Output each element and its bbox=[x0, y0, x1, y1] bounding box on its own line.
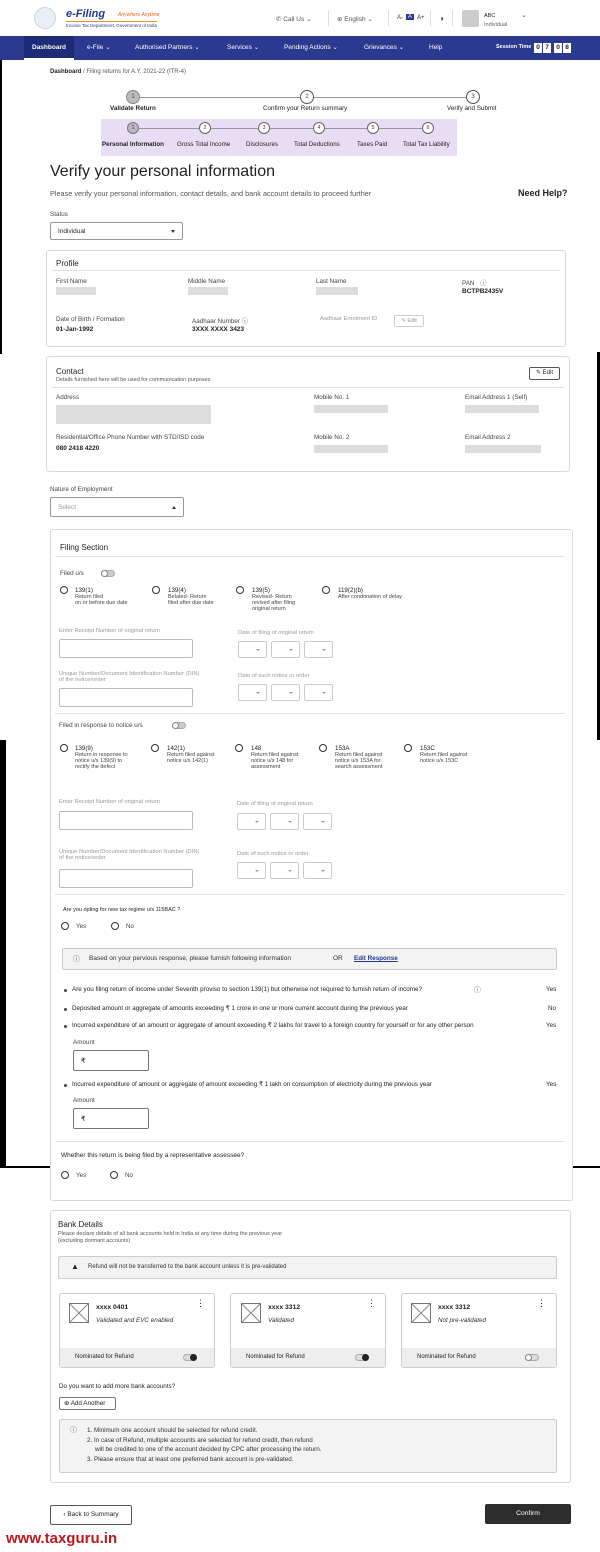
nominate-toggle[interactable] bbox=[183, 1354, 197, 1361]
divider bbox=[55, 556, 565, 557]
address-value bbox=[56, 405, 211, 424]
month-dropdown[interactable] bbox=[271, 641, 300, 658]
nav-services[interactable]: Services ⌄ bbox=[227, 44, 260, 51]
option-148[interactable]: 148 Return filed against notice u/s 148 for assessment bbox=[251, 745, 299, 770]
contrast-icon[interactable]: ◑ bbox=[439, 14, 444, 23]
warning-icon: ▲ bbox=[71, 1262, 79, 1271]
din-label: Unique Number/Document Identification Number (DIN) of the notice/order bbox=[59, 849, 200, 861]
substep-circle[interactable]: 6 bbox=[422, 122, 434, 134]
radio-139-9[interactable] bbox=[60, 744, 68, 752]
caret-down-icon bbox=[171, 230, 175, 233]
enrolment-edit-button[interactable]: ✎ Edit bbox=[394, 315, 424, 327]
email2-label: Email Address 2 bbox=[465, 434, 511, 441]
need-help-link[interactable]: Need Help? bbox=[518, 188, 568, 198]
option-153c[interactable]: 153C Return filed against notice u/s 153C bbox=[420, 745, 468, 764]
email1-value bbox=[465, 405, 539, 413]
divider bbox=[52, 387, 564, 388]
radio-153c[interactable] bbox=[404, 744, 412, 752]
bank-logo-placeholder-icon bbox=[241, 1303, 261, 1323]
emblem-logo-icon bbox=[34, 7, 56, 29]
receipt-number-input[interactable] bbox=[59, 811, 193, 830]
phone-label: Residential/Office Phone Number with STD/ISD code bbox=[56, 434, 205, 441]
question-text: Incurred expenditure of amount or aggregate of amount exceeding ₹ 1 lakh on consumption of electricity during the previous year bbox=[72, 1081, 432, 1088]
step-label: Validate Return bbox=[110, 105, 156, 112]
day-dropdown[interactable] bbox=[237, 813, 266, 830]
filed-us-label: Filed u/s bbox=[60, 570, 84, 577]
contact-edit-button[interactable]: ✎ Edit bbox=[529, 367, 560, 380]
phone-icon: ✆ bbox=[276, 16, 284, 23]
new-regime-question: Are you opting for new tax regime u/s 115BAC ? bbox=[63, 907, 181, 913]
middle-name-label: Middle Name bbox=[188, 278, 226, 285]
caret-down-icon bbox=[288, 821, 292, 823]
dob-value: 01-Jan-1992 bbox=[56, 326, 94, 333]
info-icon[interactable]: ⓘ bbox=[480, 280, 487, 287]
dob-label: Date of Birth / Formation bbox=[56, 316, 125, 323]
amount-input[interactable]: ₹ bbox=[73, 1050, 149, 1071]
divider bbox=[388, 10, 389, 26]
substep-circle[interactable]: 2 bbox=[199, 122, 211, 134]
substep-line bbox=[139, 128, 429, 129]
nominated-label: Nominated for Refund bbox=[417, 1354, 476, 1360]
receipt-number-label: Enter Receipt Number of original return bbox=[59, 628, 160, 634]
notice-label: Filed in response to notice u/s bbox=[59, 722, 143, 729]
nav-help[interactable]: Help bbox=[429, 44, 443, 51]
radio-rep-no[interactable] bbox=[110, 1171, 118, 1179]
logo-department: Income Tax Department, Government of India bbox=[66, 23, 157, 28]
rep-yes-label[interactable]: Yes bbox=[76, 1172, 87, 1179]
din-label: Unique Number/Document Identification Number (DIN) of the notice/order bbox=[59, 671, 200, 683]
account-number: xxxx 3312 bbox=[268, 1304, 301, 1311]
bank-details-note: Please declare details of all bank accounts held in India at any time during the previous year (excluding dormant accounts) bbox=[58, 1231, 283, 1244]
receipt-number-input[interactable] bbox=[59, 639, 193, 658]
account-status: Not pre-validated bbox=[438, 1317, 486, 1324]
bank-notes: 1. Minimum one account should be selected for refund credit. 2. In case of Refund, multiple accounts are selected for refund credit, then refund will be credited to one of the account decided by CPC after processing the return. 3. Please ensure that at least one preferred bank account is pre-validated. bbox=[87, 1427, 322, 1463]
logo-title[interactable]: e-Filing bbox=[66, 8, 106, 20]
nominate-toggle[interactable] bbox=[525, 1354, 539, 1361]
nav-grievances[interactable]: Grievances ⌄ bbox=[364, 44, 405, 51]
mobile2-value bbox=[314, 445, 388, 453]
year-dropdown[interactable] bbox=[303, 862, 332, 879]
question-text: Are you filing return of income under Seventh proviso to section 139(1) but otherwise not required to furnish return of income? bbox=[72, 986, 423, 993]
status-label: Status bbox=[50, 211, 68, 218]
toggle-knob bbox=[190, 1354, 197, 1361]
caret-down-icon bbox=[256, 692, 260, 694]
radio-rep-yes[interactable] bbox=[61, 1171, 69, 1179]
language-selector[interactable]: ⊕ English ⌄ bbox=[337, 16, 373, 23]
mobile1-value bbox=[314, 405, 388, 413]
nav-authorised-partners[interactable]: Authorised Partners ⌄ bbox=[135, 44, 200, 51]
din-input[interactable] bbox=[59, 688, 193, 707]
account-status: Validated bbox=[268, 1317, 295, 1324]
stepper-line bbox=[314, 97, 466, 98]
date-original-label: Date of filing of original return bbox=[237, 801, 313, 807]
caret-up-icon bbox=[172, 506, 176, 509]
toggle-knob bbox=[525, 1354, 532, 1361]
filed-us-toggle[interactable] bbox=[101, 570, 115, 577]
caret-down-icon bbox=[256, 649, 260, 651]
radio-142-1[interactable] bbox=[151, 744, 159, 752]
page-subtitle: Please verify your personal information, contact details, and bank account details to proceed further bbox=[50, 189, 372, 198]
day-dropdown[interactable] bbox=[238, 684, 267, 701]
option-139-4[interactable]: 139(4) Belated- Return filed after due date bbox=[168, 587, 214, 606]
radio-regime-no[interactable] bbox=[111, 922, 119, 930]
account-status: Validated and EVC enabled bbox=[96, 1317, 174, 1324]
day-dropdown[interactable] bbox=[237, 862, 266, 879]
option-139-5[interactable]: 139(5) Revised- Return revised after filing original return bbox=[252, 587, 296, 612]
pencil-icon: ✎ bbox=[401, 318, 408, 324]
substep-label[interactable]: Gross Total Income bbox=[177, 141, 231, 148]
radio-148[interactable] bbox=[235, 744, 243, 752]
caret-down-icon bbox=[255, 870, 259, 872]
chevron-down-icon[interactable]: ⌄ bbox=[521, 12, 527, 19]
substep-circle[interactable]: 4 bbox=[313, 122, 325, 134]
day-dropdown[interactable] bbox=[238, 641, 267, 658]
last-name-value bbox=[316, 287, 358, 295]
caret-down-icon bbox=[255, 821, 259, 823]
date-notice-label: Date of such notice or order bbox=[237, 851, 309, 857]
month-dropdown[interactable] bbox=[270, 813, 299, 830]
last-name-label: Last Name bbox=[316, 278, 347, 285]
amount-label: Amount bbox=[73, 1039, 95, 1046]
font-size-increase[interactable]: A+ bbox=[417, 15, 425, 21]
substep-circle[interactable]: 3 bbox=[258, 122, 270, 134]
first-name-value bbox=[56, 287, 96, 295]
employment-select[interactable]: Select bbox=[50, 497, 184, 517]
step-circle: 2 bbox=[300, 90, 314, 104]
session-time-label: Session Time bbox=[496, 44, 532, 50]
screenshot-seam bbox=[0, 60, 2, 354]
amount-label: Amount bbox=[73, 1097, 95, 1104]
radio-153a[interactable] bbox=[319, 744, 327, 752]
caret-down-icon bbox=[322, 692, 326, 694]
more-options-icon[interactable]: ⋮ bbox=[537, 1298, 546, 1308]
divider bbox=[430, 10, 431, 26]
din-input[interactable] bbox=[59, 869, 193, 888]
call-us-link[interactable]: ✆ Call Us ⌄ bbox=[276, 16, 312, 23]
regime-yes-label[interactable]: Yes bbox=[76, 923, 87, 930]
plus-circle-icon: ⊕ bbox=[64, 1400, 71, 1407]
divider bbox=[55, 894, 565, 895]
add-bank-question: Do you want to add more bank accounts? bbox=[59, 1383, 176, 1390]
font-size-decrease[interactable]: A- bbox=[397, 15, 403, 21]
session-digit: 8 bbox=[563, 43, 571, 53]
divider bbox=[52, 270, 560, 271]
avatar[interactable] bbox=[462, 10, 479, 27]
year-dropdown[interactable] bbox=[304, 684, 333, 701]
option-153a[interactable]: 153A Return filed against notice u/s 153A for search assessment bbox=[335, 745, 383, 770]
amount-input[interactable]: ₹ bbox=[73, 1108, 149, 1129]
nominated-label: Nominated for Refund bbox=[75, 1354, 134, 1360]
nominated-label: Nominated for Refund bbox=[246, 1354, 305, 1360]
year-dropdown[interactable] bbox=[303, 813, 332, 830]
bullet bbox=[64, 1084, 67, 1087]
bullet bbox=[64, 1025, 67, 1028]
contact-title: Contact bbox=[56, 367, 84, 376]
email2-value bbox=[465, 445, 541, 453]
pan-value: BCTPB2435V bbox=[462, 288, 504, 295]
breadcrumb-current: / Filing returns for A.Y. 2021-22 (ITR-4) bbox=[83, 69, 186, 75]
option-142-1[interactable]: 142(1) Return filed against notice u/s 142(1) bbox=[167, 745, 215, 764]
substep-circle[interactable]: 5 bbox=[367, 122, 379, 134]
pan-label: PAN ⓘ bbox=[462, 280, 487, 287]
aadhaar-label: Aadhaar Number ⓘ bbox=[192, 318, 248, 325]
question-answer: Yes bbox=[546, 986, 557, 993]
font-size-normal[interactable]: A bbox=[408, 14, 413, 20]
filing-section-title: Filing Section bbox=[60, 543, 109, 552]
address-label: Address bbox=[56, 394, 80, 401]
mobile1-label: Mobile No. 1 bbox=[314, 394, 350, 401]
caret-down-icon bbox=[289, 692, 293, 694]
month-dropdown[interactable] bbox=[270, 862, 299, 879]
info-icon: ⓘ bbox=[70, 1427, 77, 1434]
profile-title: Profile bbox=[56, 259, 79, 268]
info-icon: ⓘ bbox=[73, 956, 80, 963]
watermark: www.taxguru.in bbox=[6, 1530, 118, 1547]
bank-details-title: Bank Details bbox=[58, 1220, 103, 1229]
confirm-button[interactable]: Confirm bbox=[485, 1504, 571, 1524]
nav-pending-actions[interactable]: Pending Actions ⌄ bbox=[284, 44, 338, 51]
bullet bbox=[64, 1008, 67, 1011]
phone-value: 080 2418 4220 bbox=[56, 445, 100, 452]
month-dropdown[interactable] bbox=[271, 684, 300, 701]
logo-tagline: Anywhere Anytime bbox=[118, 12, 160, 18]
mobile2-label: Mobile No. 2 bbox=[314, 434, 350, 441]
question-answer: No bbox=[548, 1005, 557, 1012]
substep-label[interactable]: Total Deductions bbox=[294, 141, 340, 148]
profile-card bbox=[46, 250, 566, 347]
divider bbox=[328, 10, 329, 26]
caret-down-icon bbox=[322, 649, 326, 651]
step-circle: 1 bbox=[126, 90, 140, 104]
aadhaar-enrolment-label: Aadhaar Enrolment ID bbox=[320, 316, 378, 322]
caret-down-icon bbox=[288, 870, 292, 872]
chevron-left-icon: ‹ bbox=[63, 1511, 68, 1518]
question-answer: Yes bbox=[546, 1081, 557, 1088]
substep-bar bbox=[101, 119, 457, 156]
option-119-2-b[interactable]: 119(2)(b) After condonation of delay bbox=[338, 587, 402, 600]
substep-label[interactable]: Personal Information bbox=[102, 141, 164, 148]
radio-139-1[interactable] bbox=[60, 586, 68, 594]
status-select[interactable]: Individual bbox=[50, 222, 183, 240]
pencil-icon: ✎ bbox=[535, 370, 543, 376]
bank-logo-placeholder-icon bbox=[411, 1303, 431, 1323]
session-digit: 0 bbox=[534, 43, 542, 53]
date-original-label: Date of filing of original return bbox=[238, 630, 314, 636]
session-digit: 0 bbox=[554, 43, 562, 53]
or-text: OR bbox=[333, 955, 343, 962]
substep-label[interactable]: Taxes Paid bbox=[357, 141, 388, 148]
divider bbox=[55, 713, 565, 714]
step-label: Confirm your Return summary bbox=[263, 105, 348, 112]
info-icon[interactable]: ⓘ bbox=[474, 987, 481, 994]
divider bbox=[452, 10, 453, 26]
first-name-label: First Name bbox=[56, 278, 87, 285]
radio-139-5[interactable] bbox=[236, 586, 244, 594]
option-139-9[interactable]: 139(9) Return in response to notice u/s 139(9) to rectify the defect bbox=[75, 745, 128, 770]
nav-dashboard[interactable]: Dashboard bbox=[24, 36, 74, 60]
year-dropdown[interactable] bbox=[304, 641, 333, 658]
user-type: Individual bbox=[484, 22, 508, 28]
substep-label[interactable]: Total Tax Liability bbox=[403, 141, 450, 148]
question-text: Deposited amount or aggregate of amounts exceeding ₹ 1 crore in one or more current account during the previous year bbox=[72, 1005, 408, 1012]
aadhaar-value: 3XXX XXXX 3423 bbox=[192, 326, 245, 333]
breadcrumb-dashboard[interactable]: Dashboard bbox=[50, 69, 82, 75]
caret-down-icon bbox=[321, 870, 325, 872]
radio-139-4[interactable] bbox=[152, 586, 160, 594]
option-139-1[interactable]: 139(1) Return filed on or before due date bbox=[75, 587, 128, 606]
account-number: xxxx 3312 bbox=[438, 1304, 471, 1311]
bank-logo-placeholder-icon bbox=[69, 1303, 89, 1323]
bullet bbox=[64, 989, 67, 992]
step-circle: 3 bbox=[466, 90, 480, 104]
employment-label: Nature of Employment bbox=[50, 486, 113, 493]
email1-label: Email Address 1 (Self) bbox=[465, 394, 528, 401]
session-digit: 7 bbox=[543, 43, 551, 53]
rep-no-label[interactable]: No bbox=[125, 1172, 134, 1179]
substep-label[interactable]: Disclosures bbox=[246, 141, 278, 148]
page-title: Verify your personal information bbox=[50, 163, 275, 180]
toggle-knob bbox=[172, 722, 179, 729]
middle-name-value bbox=[188, 287, 228, 295]
screenshot-seam bbox=[0, 740, 6, 1168]
refund-warning-text: Refund will not be transferred to the bank account unless it is pre-validated bbox=[88, 1264, 287, 1270]
substep-circle[interactable]: 1 bbox=[127, 122, 139, 134]
user-name: ABC bbox=[484, 13, 496, 19]
radio-119-2-b[interactable] bbox=[322, 586, 330, 594]
question-answer: Yes bbox=[546, 1022, 557, 1029]
more-options-icon[interactable]: ⋮ bbox=[196, 1298, 205, 1308]
toggle-knob bbox=[101, 570, 108, 577]
info-icon[interactable]: ⓘ bbox=[241, 318, 248, 325]
contact-note: Details furnished here will be used for communication purposes bbox=[56, 377, 211, 383]
representative-question: Whether this return is being filed by a representative assessee? bbox=[61, 1152, 245, 1159]
radio-regime-yes[interactable] bbox=[61, 922, 69, 930]
notice-toggle[interactable] bbox=[172, 722, 186, 729]
account-number: xxxx 0401 bbox=[96, 1304, 129, 1311]
caret-down-icon bbox=[321, 821, 325, 823]
receipt-number-label: Enter Receipt Number of original return bbox=[59, 799, 160, 805]
globe-icon: ⊕ bbox=[337, 16, 345, 23]
breadcrumb bbox=[50, 69, 186, 75]
date-notice-label: Date of such notice or order bbox=[238, 673, 310, 679]
toggle-knob bbox=[362, 1354, 369, 1361]
step-label: Verify and Submit bbox=[447, 105, 497, 112]
regime-no-label[interactable]: No bbox=[126, 923, 135, 930]
more-options-icon[interactable]: ⋮ bbox=[367, 1298, 376, 1308]
caret-down-icon bbox=[289, 649, 293, 651]
edit-response-link[interactable]: Edit Response bbox=[354, 955, 398, 962]
divider bbox=[55, 1141, 565, 1142]
add-another-button[interactable]: ⊕ Add Another bbox=[59, 1397, 116, 1410]
info-banner-text: Based on your pervious response, please furnish following information bbox=[89, 955, 291, 962]
nominate-toggle[interactable] bbox=[355, 1354, 369, 1361]
nav-efile[interactable]: e-File ⌄ bbox=[87, 44, 111, 51]
stepper-line bbox=[140, 97, 300, 98]
question-text: Incurred expenditure of an amount or aggregate of amount exceeding ₹ 2 lakhs for travel to a foreign country for yourself or for any other person bbox=[72, 1022, 474, 1029]
back-to-summary-button[interactable]: ‹ Back to Summary bbox=[50, 1505, 132, 1525]
